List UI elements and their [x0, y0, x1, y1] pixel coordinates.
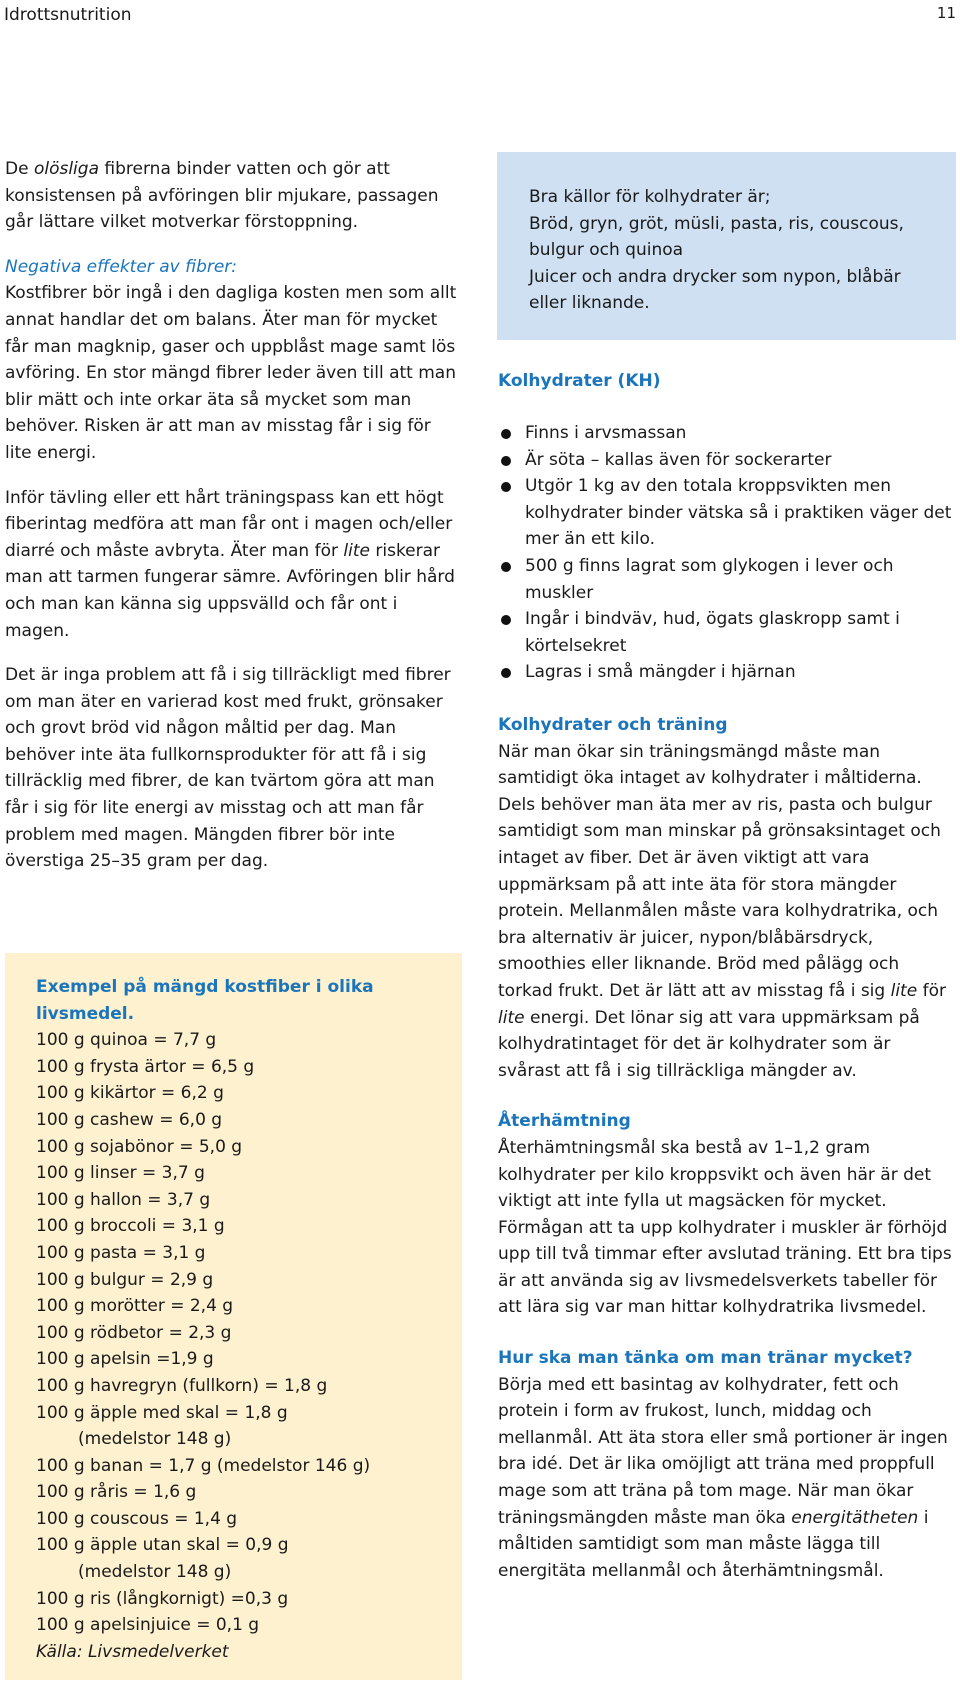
fiber-list-item: 100 g broccoli = 3,1 g — [36, 1216, 225, 1237]
list-item: Är söta – kallas även för sockerarter — [498, 447, 958, 474]
recovery-heading: Återhämtning — [498, 1111, 631, 1132]
list-item: Utgör 1 kg av den totala kroppsvikten men kolhydrater binder vätska så i praktiken väger det mer än ett kilo. — [498, 473, 958, 553]
training-text — [498, 739, 956, 1085]
paragraph-insoluble-fiber — [5, 156, 460, 236]
fiber-list-item: 100 g bulgur = 2,9 g — [36, 1269, 214, 1290]
fiber-list-item: 100 g sojabönor = 5,0 g — [36, 1136, 243, 1157]
fiber-list-item: 100 g rödbetor = 2,3 g — [36, 1322, 232, 1343]
fiber-list-item: 100 g banan = 1,7 g (medelstor 146 g) — [36, 1455, 371, 1476]
running-header-title: Idrottsnutrition — [4, 5, 132, 25]
fiber-list-item: 100 g linser = 3,7 g — [36, 1163, 205, 1184]
fiber-list-item: 100 g pasta = 3,1 g — [36, 1242, 206, 1263]
text-run: När man ökar sin träningsmängd måste man samtidigt öka intaget av kolhydrater i måltiderna. Dels behöver man äta mer av ris, pasta och bulgur samtidigt som man minskar på grönsaksintaget och intaget av fiber. Det är även viktigt att vara uppmärksam på att inte äta för stora mängder protein. Mellanmålen måste vara kolhydratrika, och bra alternativ är juicer, nypon/blåbärsdryck, smoothies eller liknande. Bröd med pålägg och torkad frukt. Det är lätt att av misstag få i sig — [498, 741, 941, 1001]
list-item: 500 g finns lagrat som glykogen i lever och muskler — [498, 553, 958, 606]
fiber-list-item: 100 g apelsinjuice = 0,1 g — [36, 1615, 260, 1636]
list-item: Finns i arvsmassan — [498, 420, 958, 447]
text-run: energi. Det lönar sig att vara uppmärksam på kolhydratintaget för det är kolhydrater som är svårast att få i sig tillräckliga mängder av. — [498, 1007, 920, 1081]
fiber-list-item: 100 g couscous = 1,4 g — [36, 1508, 238, 1529]
fiber-list-item: 100 g äpple med skal = 1,8 g — [36, 1402, 288, 1423]
fiber-list-item: 100 g apelsin =1,9 g — [36, 1349, 214, 1370]
recovery-text: Återhämtningsmål ska bestå av 1–1,2 gram kolhydrater per kilo kroppsvikt och även här är det viktigt att inte fylla ut magsäcken för mycket. Förmågan att ta upp kolhydrater i muskler är förhöjd upp till två timmar efter avslutad träning. Ett bra tips är att använda sig av livsmedelsverkets tabeller för att lära sig var man hittar kolhydratrika livsmedel. — [498, 1137, 952, 1318]
fiber-examples-list — [36, 1027, 462, 1639]
carb-sources-box — [497, 152, 956, 340]
fiber-list-item: 100 g äpple utan skal = 0,9 g — [36, 1535, 289, 1556]
text-run: i måltiden samtidigt som man måste lägga till energitäta mellanmål och återhämtningsmål. — [498, 1507, 929, 1581]
fiber-list-item: 100 g cashew = 6,0 g — [36, 1109, 223, 1130]
right-column-sections — [498, 712, 956, 1602]
left-column — [5, 156, 460, 893]
training-heading: Kolhydrater och träning — [498, 715, 728, 735]
text-run: Börja med ett basintag av kolhydrater, fett och protein i form av frukost, lunch, middag och mellanmål. Att äta stora eller små portioner är ingen bra idé. Det är lika omöjligt att träna med proppfull mage som att träna på tom mage. När man ökar träningsmängden måste man öka — [498, 1374, 948, 1528]
carbohydrates-facts-list — [498, 420, 958, 686]
fiber-list-item: 100 g hallon = 3,7 g — [36, 1189, 211, 1210]
fiber-source: Källa: Livsmedelverket — [36, 1641, 229, 1662]
fiber-list-item: (medelstor 148 g) — [78, 1562, 232, 1583]
fiber-list-item: 100 g havregryn (fullkorn) = 1,8 g — [36, 1375, 328, 1396]
italic-text: lite — [890, 980, 918, 1001]
fiber-list-item: 100 g frysta ärtor = 6,5 g — [36, 1056, 255, 1077]
fiber-list-item: 100 g ris (långkornigt) =0,3 g — [36, 1588, 289, 1609]
carb-sources-drinks: Juicer och andra drycker som nypon, blåbär eller liknande. — [529, 266, 901, 314]
italic-text: olösliga — [33, 159, 99, 179]
text-run: fibrerna binder vatten och gör att konsistensen på avföringen blir mjukare, passagen går lättare vilket motverkar förstoppning. — [5, 159, 439, 233]
negative-effects-section — [5, 254, 460, 467]
italic-text: lite — [498, 1007, 525, 1028]
text-run: för — [917, 980, 946, 1001]
fiber-list-item: 100 g quinoa = 7,7 g — [36, 1030, 217, 1051]
italic-text: lite — [343, 540, 370, 561]
carb-sources-title: Bra källor för kolhydrater är; — [529, 187, 771, 207]
fiber-examples-box — [5, 953, 462, 1680]
text-run: Inför tävling eller ett hårt träningspass kan ett högt fiberintag medföra att man får ont i magen och/eller diarré och måste avbryta. Äter man för — [5, 487, 453, 561]
fiber-list-item: 100 g kikärtor = 6,2 g — [36, 1083, 224, 1104]
list-item: Lagras i små mängder i hjärnan — [498, 659, 958, 686]
negative-effects-heading: Negativa effekter av fibrer: — [5, 256, 238, 277]
negative-effects-text: Kostfibrer bör ingå i den dagliga kosten men som allt annat handlar det om balans. Äter man för mycket får man magknip, gaser och uppblåst mage samt lös avföring. En stor mängd fibrer leder även till att man blir mätt och inte orkar äta så mycket som man behöver. Risken är att man av misstag får i sig för lite energi. — [5, 283, 457, 463]
fiber-list-item: (medelstor 148 g) — [78, 1429, 232, 1450]
paragraph-enough-fiber: Det är inga problem att få i sig tillräckligt med fibrer om man äter en varierad kost med frukt, grönsaker och grovt bröd vid någon måltid per dag. Man behöver inte äta fullkornsprodukter för att få i sig tillräcklig med fibrer, de kan tvärtom göra att man får i sig för lite energi av misstag och att man får problem med magen. Mängden fibrer bör inte överstiga 25–35 gram per dag. — [5, 665, 451, 872]
fiber-list-item: 100 g råris = 1,6 g — [36, 1482, 197, 1503]
fiber-examples-heading: Exempel på mängd kostfiber i olika livsmedel. — [36, 977, 374, 1024]
carb-sources-grains: Bröd, gryn, gröt, müsli, pasta, ris, couscous, bulgur och quinoa — [529, 213, 904, 261]
carbohydrates-heading: Kolhydrater (KH) — [498, 371, 661, 391]
heavy-training-heading: Hur ska man tänka om man tränar mycket? — [498, 1348, 913, 1369]
list-item: Ingår i bindväv, hud, ögats glaskropp samt i körtelsekret — [498, 606, 958, 659]
page-number: 11 — [936, 4, 956, 22]
fiber-list-item: 100 g morötter = 2,4 g — [36, 1296, 234, 1317]
text-run: De — [5, 159, 34, 179]
italic-text: energitätheten — [791, 1507, 919, 1528]
paragraph-competition — [5, 485, 460, 645]
text-run: riskerar man att tarmen fungerar sämre. Avföringen blir hård och man kan känna sig uppsvälld och får ont i magen. — [5, 540, 455, 641]
heavy-training-text — [498, 1372, 956, 1585]
